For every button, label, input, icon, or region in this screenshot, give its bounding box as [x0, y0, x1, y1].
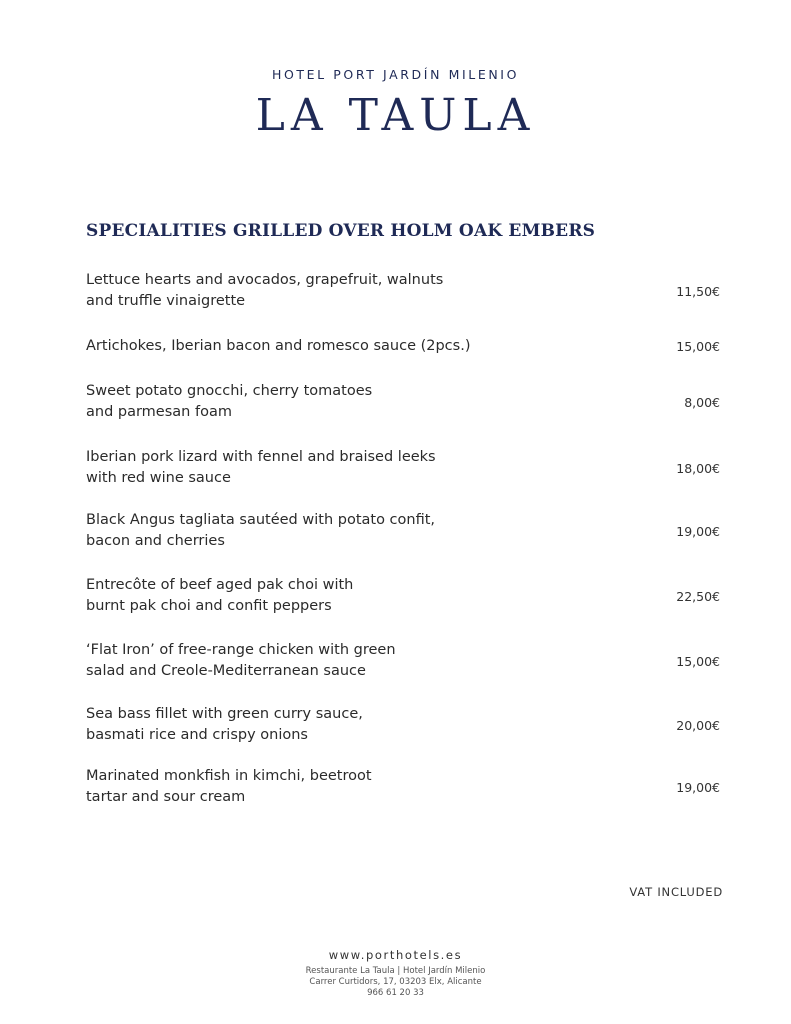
- menu-item: [86, 510, 720, 552]
- dish-name: Artichokes, Iberian bacon and romesco sauce (2pcs.): [86, 338, 471, 354]
- menu-item: [86, 575, 720, 617]
- dish-price: 18,00€: [676, 460, 720, 476]
- dish-name: Lettuce hearts and avocados, grapefruit, walnuts and truffle vinaigrette: [86, 272, 444, 309]
- menu-item: [86, 447, 720, 489]
- dish-name: Sweet potato gnocchi, cherry tomatoes and parmesan foam: [86, 383, 373, 420]
- dish-price: 20,00€: [676, 717, 720, 733]
- menu-item: [86, 270, 720, 312]
- address-line-1: Restaurante La Taula | Hotel Jardín Milenio: [305, 966, 486, 976]
- dish-price: 11,50€: [676, 283, 720, 299]
- dish-price: 15,00€: [676, 339, 720, 354]
- dish-name: Iberian pork lizard with fennel and braised leeks with red wine sauce: [86, 449, 436, 486]
- menu-item: [86, 704, 720, 746]
- hotel-name: HOTEL PORT JARDÍN MILENIO: [271, 67, 520, 82]
- footer: [0, 948, 791, 999]
- dish-name: Sea bass fillet with green curry sauce, basmati rice and crispy onions: [86, 706, 363, 743]
- dish-name: ‘Flat Iron’ of free-range chicken with green salad and Creole-Mediterranean sauce: [86, 642, 396, 679]
- menu-item: [86, 766, 720, 808]
- restaurant-name: LA TAULA: [255, 90, 536, 141]
- dish-name: Entrecôte of beef aged pak choi with burnt pak choi and confit peppers: [86, 577, 354, 614]
- address-line-2: Carrer Curtidors, 17, 03203 Elx, Alicante: [309, 977, 482, 987]
- dish-name: Marinated monkfish in kimchi, beetroot tartar and sour cream: [86, 768, 372, 805]
- vat-note: VAT INCLUDED: [629, 885, 723, 899]
- dish-price: 8,00€: [684, 394, 720, 410]
- dish-price: 22,50€: [676, 588, 720, 604]
- dish-price: 19,00€: [676, 779, 720, 795]
- dish-name: Black Angus tagliata sautéed with potato confit, bacon and cherries: [86, 512, 436, 549]
- menu-item: [86, 336, 720, 357]
- menu-item: [86, 381, 720, 423]
- website-link[interactable]: www.porthotels.es: [328, 948, 463, 962]
- dish-price: 19,00€: [676, 523, 720, 539]
- dish-price: 15,00€: [676, 653, 720, 669]
- menu-item: [86, 640, 720, 682]
- phone-number: 966 61 20 33: [367, 988, 424, 998]
- section-title: SPECIALITIES GRILLED OVER HOLM OAK EMBERS: [86, 221, 596, 241]
